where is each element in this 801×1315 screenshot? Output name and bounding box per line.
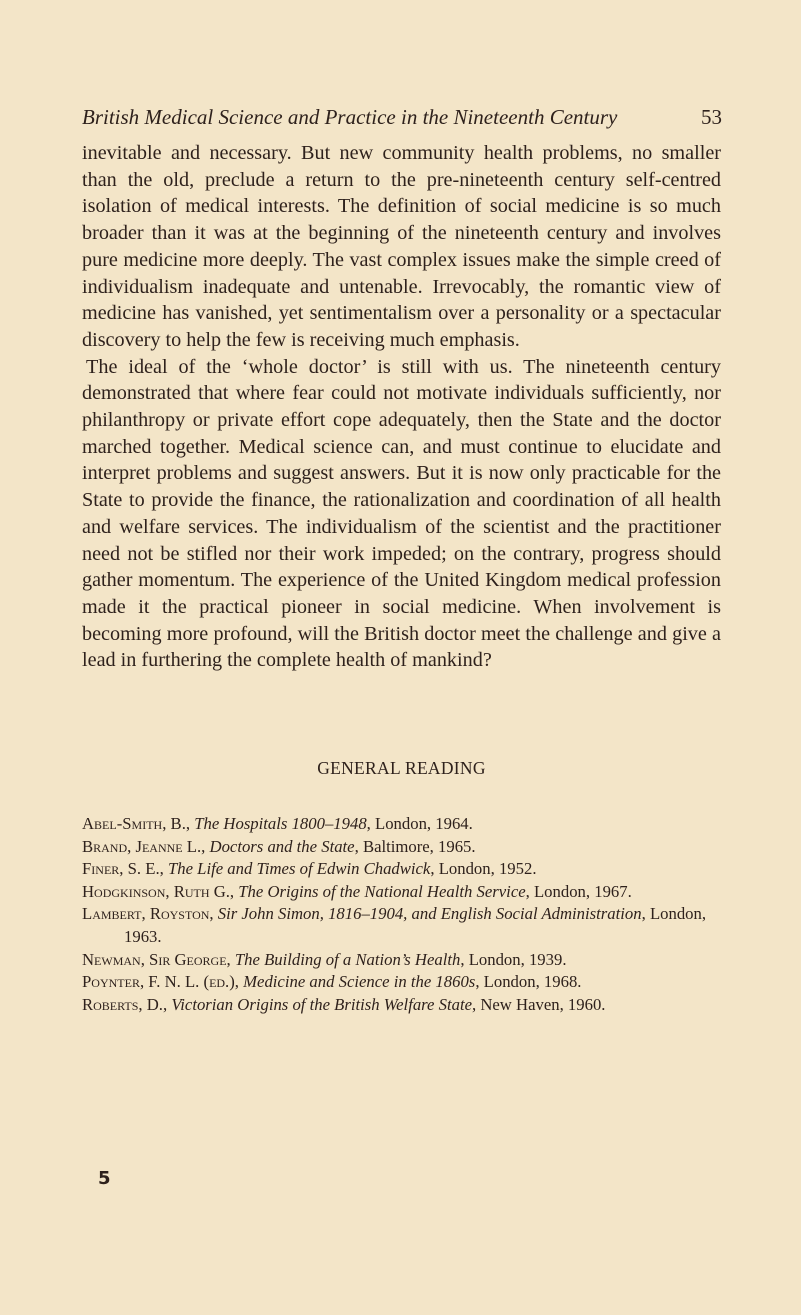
reference-title: The Building of a Nation’s Health: [234, 949, 461, 969]
reference-details: , London, 1967.: [525, 881, 632, 901]
reference-details: , London, 1952.: [430, 859, 537, 879]
reference-author: Finer, S. E.,: [82, 859, 164, 879]
reference-author: Roberts, D.,: [82, 994, 168, 1014]
reference-item: [82, 971, 727, 994]
reference-title: Victorian Origins of the British Welfare State: [171, 994, 472, 1014]
reference-author: Abel-Smith, B.,: [82, 814, 191, 833]
paragraph-2: The ideal of the ‘whole doctor’ is still with us. The nineteenth century demonstrated that where fear could not motivate individuals sufficiently, nor philanthropy or private effort cope adequately, then the State and the doctor marched together. Medical science can, and must continue to elucidate and interpret problems and suggest answers. But it is now only practicable for the State to provide the finance, the rationalization and coordination of all health and welfare services. The individualism of the scientist and the practitioner need not be stifled nor their work impeded; on the contrary, progress should gather momentum. The experience of the United Kingdom medical profession made it the practical pioneer in social medicine. When involvement is becoming more profound, will the British doctor meet the challenge and give a lead in furthering the complete health of mankind?: [82, 355, 721, 672]
reference-title: The Hospitals 1800–1948: [194, 814, 367, 833]
reference-title: Sir John Simon, 1816–1904, and English Social Administration: [217, 904, 642, 924]
reference-author: Hodgkinson, Ruth G.,: [82, 881, 235, 901]
reference-list: [82, 813, 727, 1016]
body-text: [82, 140, 721, 674]
reference-details: , London, 1963.: [124, 904, 707, 946]
signature-mark: 5: [98, 1168, 111, 1189]
reference-item: [82, 813, 727, 836]
reference-details: , New Haven, 1960.: [472, 994, 606, 1014]
reference-author: Lambert, Royston,: [82, 904, 214, 924]
reference-details: , Baltimore, 1965.: [354, 836, 476, 856]
running-head-title: British Medical Science and Practice in the Nineteenth Century: [82, 105, 618, 129]
reference-author: Poynter, F. N. L. (ed.),: [82, 972, 239, 992]
reference-item: [82, 949, 727, 972]
reference-item: [82, 903, 727, 948]
reference-details: , London, 1939.: [460, 949, 567, 969]
general-reading-heading: GENERAL READING: [317, 758, 486, 778]
reference-title: Medicine and Science in the 1860s: [243, 972, 476, 992]
reference-title: Doctors and the State: [209, 836, 355, 856]
reference-item: [82, 881, 727, 904]
reference-author: Newman, Sir George,: [82, 949, 231, 969]
running-head: [82, 103, 722, 131]
reference-author: Brand, Jeanne L.,: [82, 836, 206, 856]
reference-item: [82, 858, 727, 881]
reference-item: [82, 836, 727, 859]
page-number: 53: [701, 105, 722, 129]
reference-details: , London, 1964.: [366, 814, 473, 833]
reference-title: The Life and Times of Edwin Chadwick: [167, 859, 431, 879]
reference-item: [82, 994, 727, 1017]
reference-details: , London, 1968.: [475, 972, 582, 992]
reference-title: The Origins of the National Health Service: [238, 881, 526, 901]
paragraph-1: inevitable and necessary. But new community health problems, no smaller than the old, preclude a return to the pre-nineteenth century self-centred isolation of medical interests. The definition of social medicine is so much broader than it was at the beginning of the nineteenth century and involves pure medicine more deeply. The vast complex issues make the simple creed of individualism inadequate and untenable. Irrevocably, the romantic view of medicine has vanished, yet sentimentalism over a personality or a spectacular discovery to help the few is receiving much emphasis.: [82, 142, 721, 351]
